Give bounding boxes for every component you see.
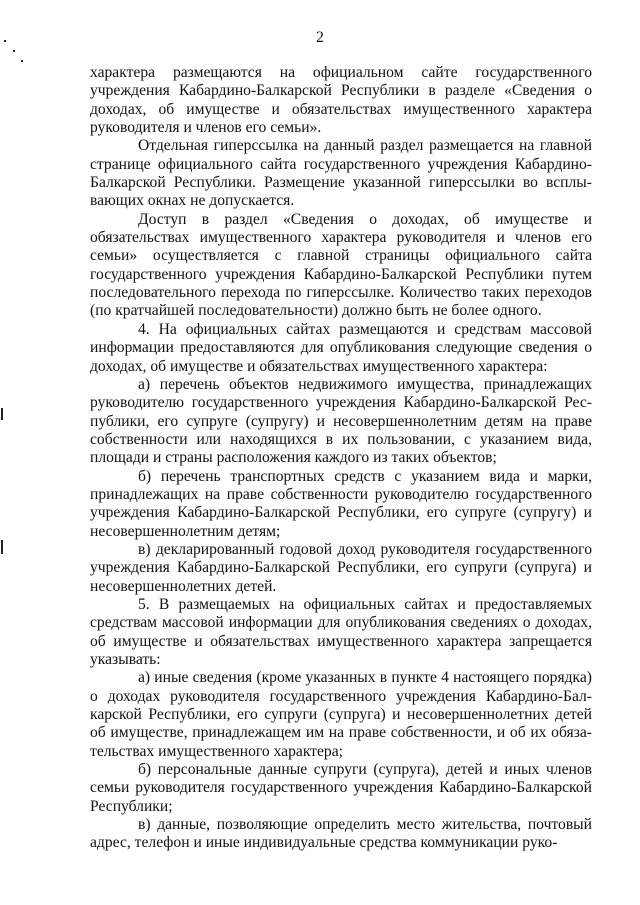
paragraph: характера размещаются на официальном сайте государственного учреждения Кабардино-Балкарской Республики в разделе «Сведения о доходах, об имуществе и обязательствах имущественного характера руководителя и членов его семьи». [90, 64, 592, 137]
paragraph: в) декларированный годовой доход руководителя государственного учреждения Кабардино-Балкарской Республики, его супруги (супруга) и несовершеннолетних детей. [90, 540, 592, 595]
document-body [90, 64, 592, 853]
paragraph: 4. На официальных сайтах размещаются и средствам массовой информации предоставляются для опубликования следующие сведения о доходах, об имуществе и обязательствах имущественного характера: [90, 320, 592, 375]
paragraph: в) данные, позволяющие определить место жительства, почтовый адрес, телефон и иные индивидуальные средства коммуникации руко- [90, 816, 592, 852]
scan-mark [21, 60, 23, 62]
scan-mark [1, 540, 3, 554]
scan-mark [1, 408, 3, 420]
paragraph: а) перечень объектов недвижимого имущества, принадлежащих руководителю государственного учреждения Кабардино-Балкарской Республики, его супруге (супругу) и несовершеннолетним детям на праве собственности или находящихся в их пользовании, с указанием вида, площади и страны расположения каждого из таких объектов; [90, 375, 592, 467]
paragraph: б) перечень транспортных средств с указанием вида и марки, принадлежащих на праве собственности руководителю государственного учреждения Кабардино-Балкарской Республики, его супруге (супругу) и несовершеннолетним детям; [90, 467, 592, 540]
paragraph: 5. В размещаемых на официальных сайтах и предоставляемых средствам массовой информации для опубликования сведениях о доходах, об имуществе и обязательствах имущественного характера запрещается указывать: [90, 595, 592, 668]
paragraph: а) иные сведения (кроме указанных в пункте 4 настоящего порядка) о доходах руководителя государственного учреждения Кабардино-Балкарской Республики, его супруги (супруга) и несовершеннолетних детей об имуществе, принадлежащем им на праве собственности, и об их обязательствах имущественного характера; [90, 669, 592, 760]
scan-mark [4, 40, 6, 42]
page-number: 2 [316, 29, 324, 46]
paragraph: Отдельная гиперссылка на данный раздел размещается на главной странице официального сайта государственного учреждения Кабардино-Балкарской Республики. Размещение указанной гиперссылки во всплывающих окнах не допускается. [90, 137, 592, 210]
scan-mark [13, 50, 15, 52]
paragraph: б) персональные данные супруги (супруга), детей и иных членов семьи руководителя государственного учреждения Кабардино-Балкарской Республики; [90, 761, 592, 815]
paragraph: Доступ в раздел «Сведения о доходах, об имуществе и обязательствах имущественного характера руководителя и членов его семьи» осуществляется с главной страницы официального сайта государственного учреждения Кабардино-Балкарской Республики путем последовательного перехода по гиперссылке. Количество таких переходов (по кратчайшей последовательности) должно быть не более одного. [90, 210, 592, 320]
